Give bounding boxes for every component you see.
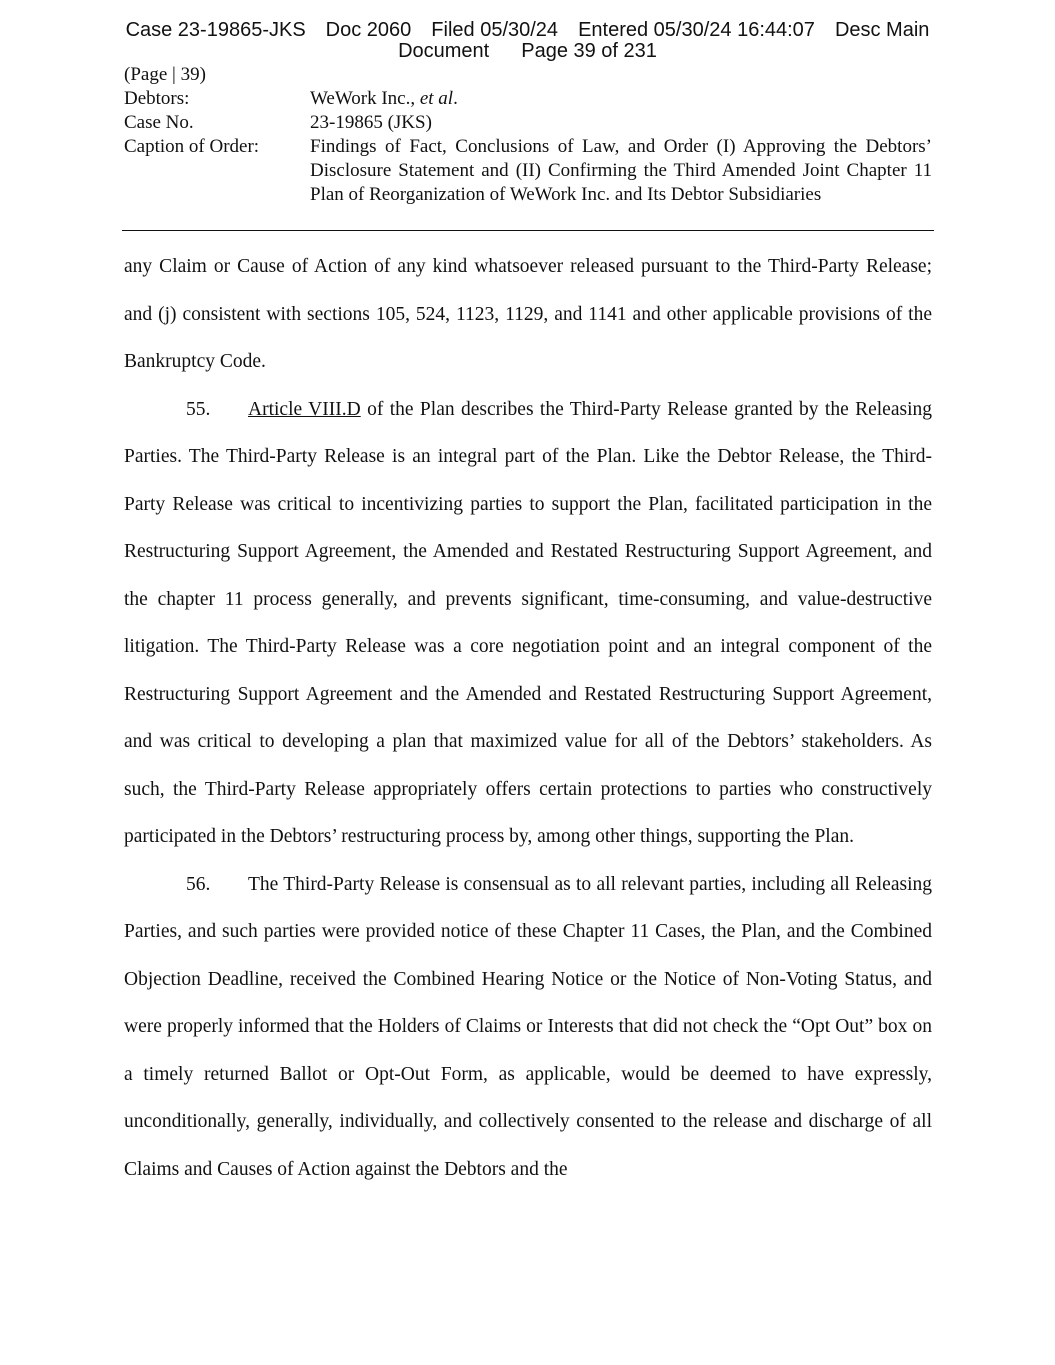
paragraph-56-text: The Third-Party Release is consensual as to all relevant parties, including all Releasing Parties, and such parties were provided notice of these Chapter 11 Cases, the Plan, and the Combined Objection Deadline, received the Combined Hearing Notice or the Notice of Non-Voting Status, and were properly informed that the Holders of Claims or Interests that did not check the “Opt Out” box on a timely returned Ballot or Opt-Out Form, as applicable, would be deemed to have expressly, unconditionally, generally, individually, and collectively consented to the release and discharge of all Claims and Causes of Action against the Debtors and the [124,873,932,1180]
stamp-line-2 [0,41,1055,62]
page-count-stamp: Page 39 of 231 [521,40,657,62]
order-caption [124,63,932,207]
debtors-name: WeWork Inc., [310,88,420,109]
paragraph-55 [124,386,932,861]
article-reference: Article VIII.D [248,398,361,420]
continuation-paragraph: any Claim or Cause of Action of any kind whatsoever released pursuant to the Third-Party Release; and (j) consistent with sections 105, 524, 1123, 1129, and 1141 and other applicable provisions of the Bankruptcy Code. [124,256,932,372]
filed-date-stamp: Filed 05/30/24 [431,19,559,41]
entered-date-stamp: Entered 05/30/24 16:44:07 [578,19,815,41]
order-body [124,243,932,1193]
doc-number-stamp: Doc 2060 [325,19,412,41]
debtors-value [310,87,932,111]
paragraph-55-text: of the Plan describes the Third-Party Release granted by the Releasing Parties. The Third-Party Release is an integral part of the Plan. Like the Debtor Release, the Third-Party Release was critical to incentivizing parties to support the Plan, facilitated participation in the Restructuring Support Agreement, the Amended and Restated Restructuring Support Agreement, and the chapter 11 process generally, and prevents significant, time-consuming, and value-destructive litigation. The Third-Party Release was a core negotiation point and an integral component of the Restructuring Support Agreement and the Amended and Restated Restructuring Support Agreement, and was critical to developing a plan that maximized value for all of the Debtors’ stakeholders. As such, the Third-Party Release appropriately offers certain protections to parties who constructively participated in the Debtors’ restructuring process by, among other things, supporting the Plan. [124,398,933,847]
caption-of-order-label: Caption of Order: [124,136,260,157]
page-label: (Page | 39) [124,64,206,85]
caption-of-order-value: Findings of Fact, Conclusions of Law, and Order (I) Approving the Debtors’ Disclosure Statement and (II) Confirming the Third Amended Joint Chapter 11 Plan of Reorganization of WeWork Inc. and Its Debtor Subsidiaries [310,136,932,205]
desc-stamp: Desc Main [834,19,930,41]
caption-divider [122,230,934,231]
debtors-period: . [453,88,458,109]
caption-of-order-row [124,135,932,207]
case-number-stamp: Case 23-19865-JKS [125,19,306,41]
debtors-et-al: et al [419,88,454,109]
case-number-label: Case No. [124,112,194,133]
page-label-row [124,63,932,87]
paragraph-number: 55. [186,398,211,420]
paragraph-56 [124,861,932,1194]
case-number-row [124,111,932,135]
debtors-label: Debtors: [124,88,190,109]
document-stamp: Document [398,40,490,62]
case-number-value: 23-19865 (JKS) [310,112,432,133]
court-filing-stamp [0,20,1055,62]
debtors-row [124,87,932,111]
stamp-line-1 [0,20,1055,41]
paragraph-number: 56. [186,873,211,895]
